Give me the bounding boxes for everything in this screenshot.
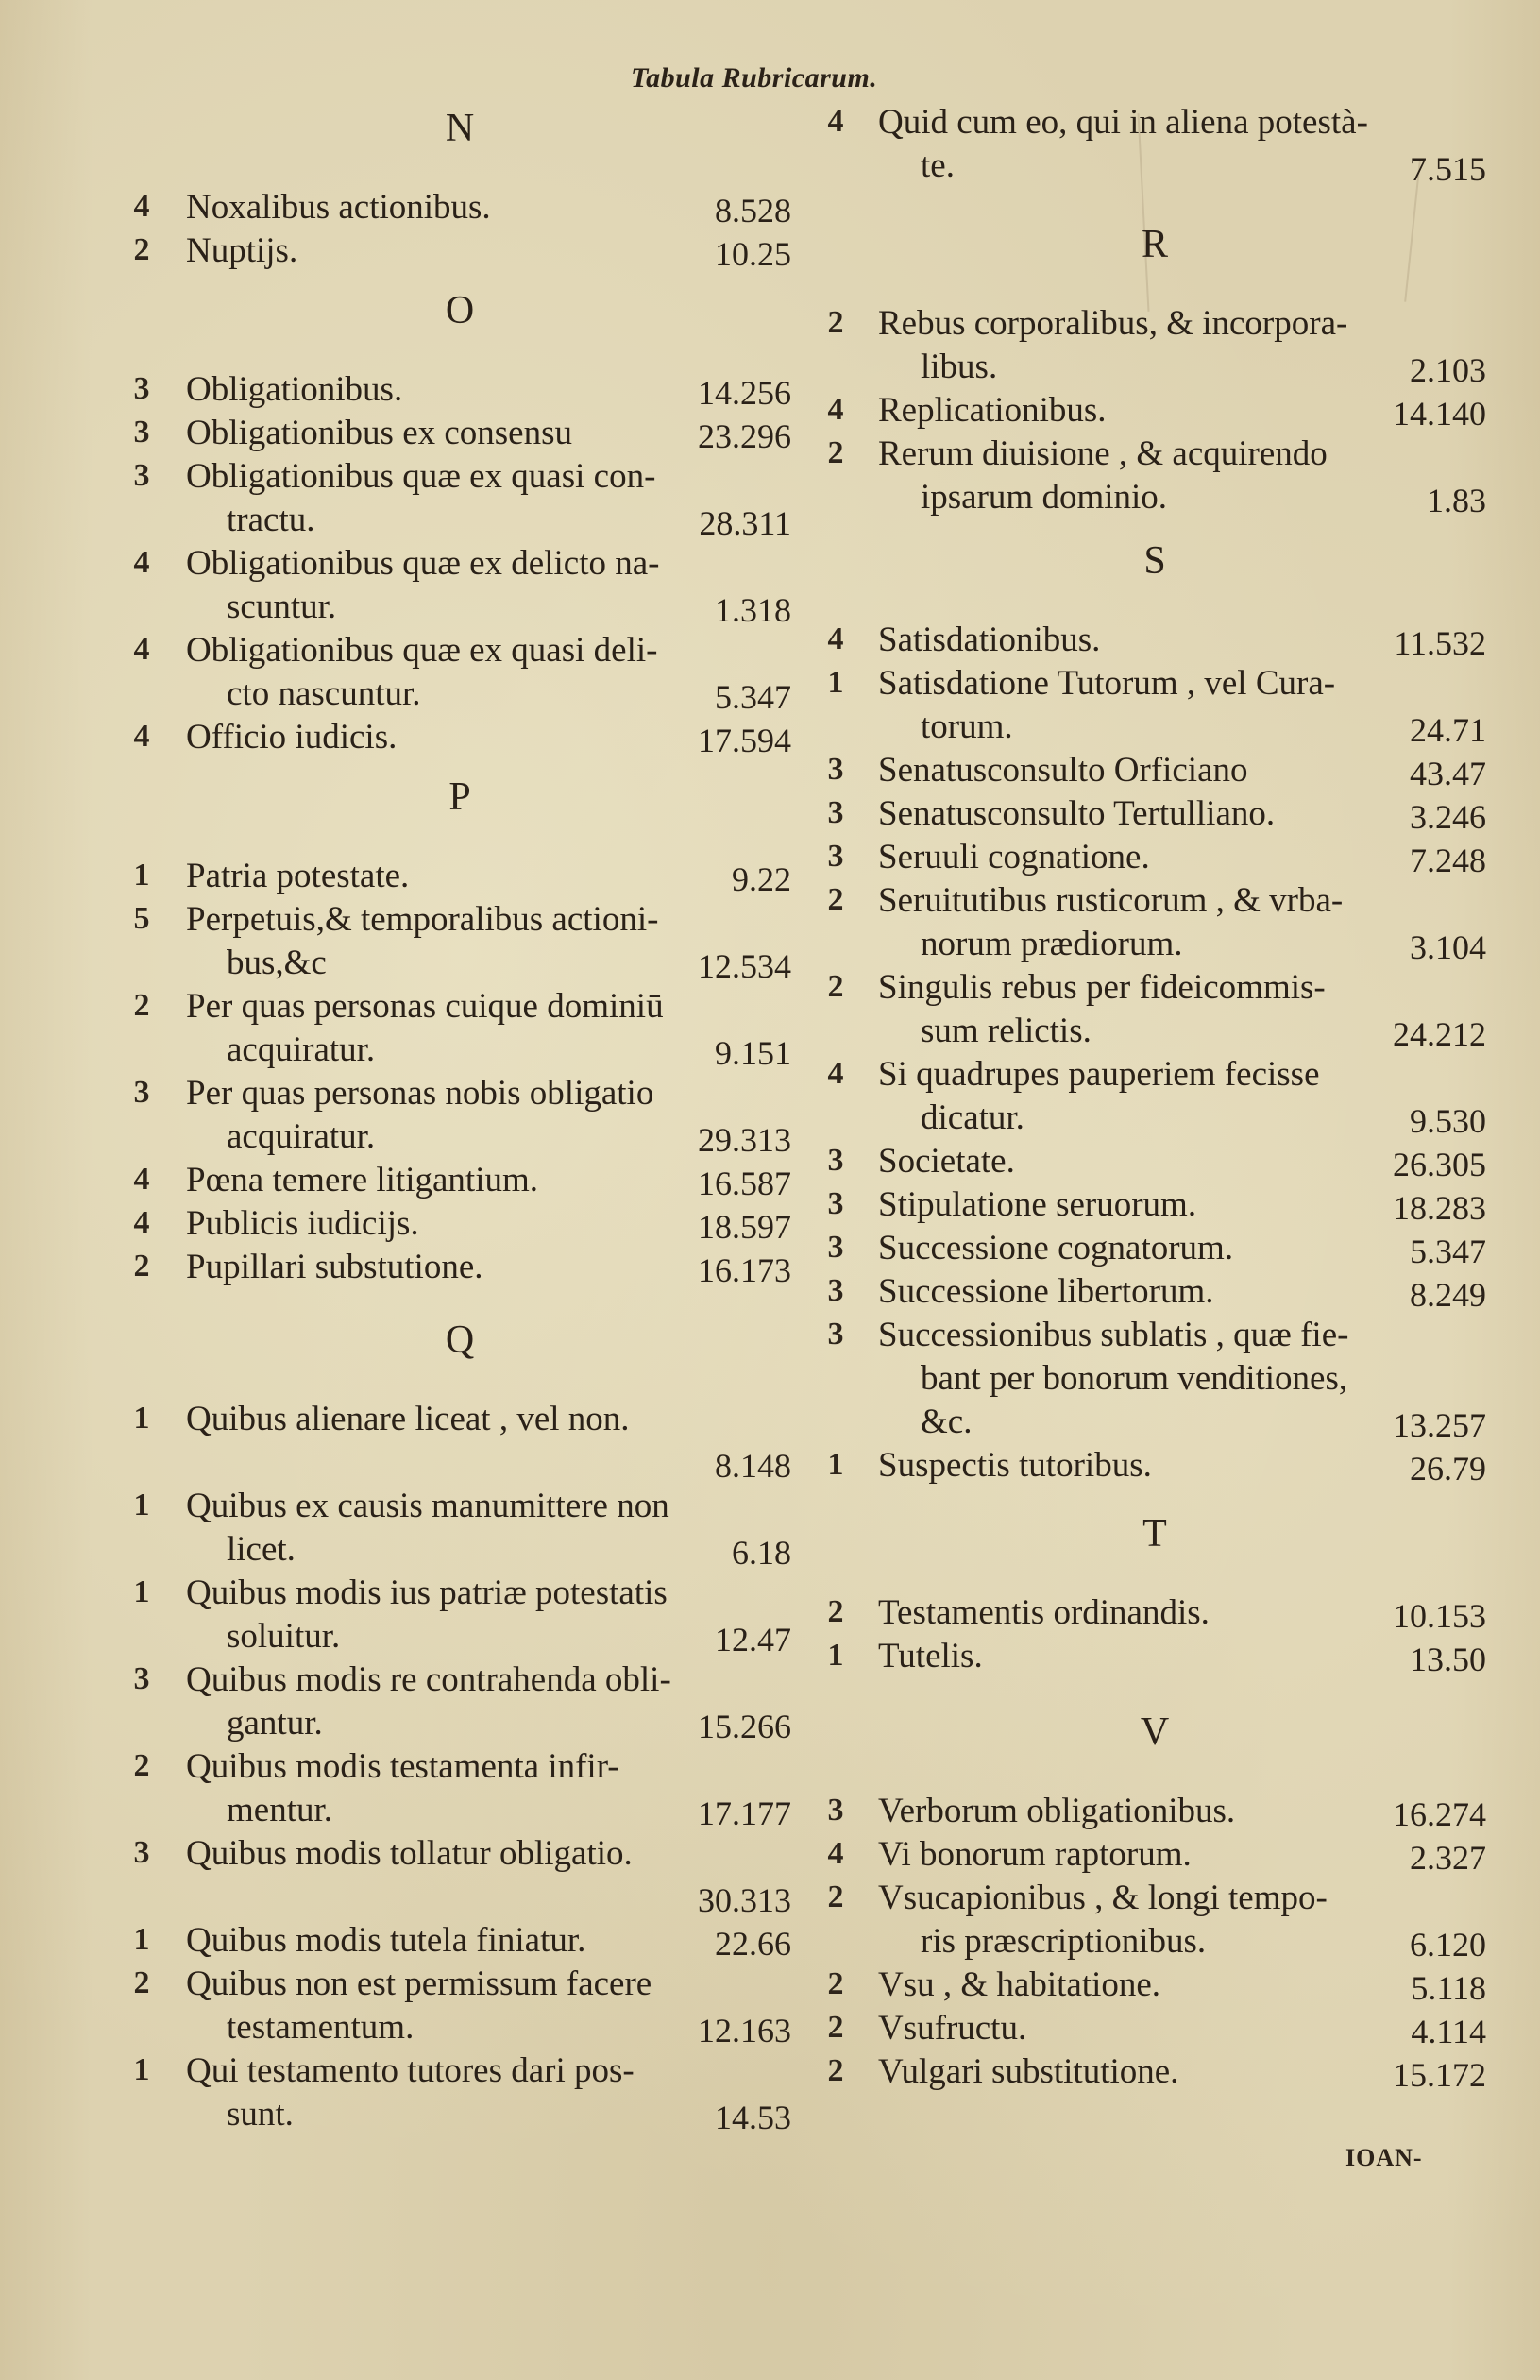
book-number: 2 [827, 882, 844, 917]
entry-title: Seruitutibus rusticorum , & vrba- [878, 881, 1344, 920]
catchword: IOAN- [1345, 2144, 1423, 2171]
book-number: 3 [827, 1230, 844, 1265]
page-reference: 18.597 [698, 1208, 791, 1246]
page-reference: 29.313 [698, 1121, 791, 1159]
page-reference: 9.151 [715, 1034, 791, 1072]
entry-title: Obligationibus quæ ex quasi deli- [186, 631, 658, 670]
book-number: 4 [827, 1056, 844, 1091]
book-number: 2 [827, 1966, 844, 2001]
entry-title: Pupillari substutione. [186, 1248, 483, 1286]
entry-title: Quibus modis ius patriæ potestatis [186, 1573, 668, 1612]
page-reference: 1.318 [715, 591, 791, 629]
page-reference: 14.256 [698, 374, 791, 412]
page-reference: 5.347 [1410, 1232, 1486, 1270]
book-number: 4 [133, 545, 150, 580]
entry-title-continuation: libus. [921, 348, 998, 386]
book-number: 3 [133, 1075, 150, 1110]
page-reference: 26.79 [1410, 1450, 1486, 1488]
book-number: 1 [133, 2052, 150, 2087]
entry-title: Senatusconsulto Orficiano [878, 751, 1248, 790]
page-reference: 2.327 [1410, 1839, 1486, 1877]
page-reference: 43.47 [1410, 755, 1486, 792]
book-number: 3 [827, 1317, 844, 1352]
entry-title: Quibus ex causis manumittere non [186, 1487, 669, 1525]
book-number: 2 [827, 1879, 844, 1914]
entry-title: Quibus modis tutela finiatur. [186, 1921, 586, 1960]
section-letter: P [448, 775, 471, 819]
page-reference: 16.587 [698, 1164, 791, 1202]
entry-title: Replicationibus. [878, 391, 1107, 430]
section-letter: Q [445, 1318, 475, 1362]
page-reference: 6.120 [1410, 1926, 1486, 1964]
section-letter: S [1143, 539, 1166, 583]
page-reference: 11.532 [1394, 624, 1486, 662]
running-head: Tabula Rubricarum. [631, 62, 878, 94]
entry-title: Satisdatione Tutorum , vel Cura- [878, 664, 1336, 703]
entry-title: Officio iudicis. [186, 718, 398, 756]
entry-title-continuation: acquiratur. [227, 1117, 376, 1156]
book-number: 4 [133, 719, 150, 754]
entry-title: Satisdationibus. [878, 620, 1101, 659]
book-number: 4 [133, 632, 150, 667]
entry-title: Successione libertorum. [878, 1272, 1214, 1311]
book-number: 3 [133, 1835, 150, 1870]
page-reference: 24.212 [1393, 1015, 1486, 1053]
entry-title: Qui testamento tutores dari pos- [186, 2051, 635, 2090]
book-number: 1 [133, 1574, 150, 1609]
page-reference: 8.528 [715, 192, 791, 230]
entry-title-continuation: scuntur. [227, 587, 337, 626]
book-number: 1 [827, 1638, 844, 1673]
entry-title-continuation: tractu. [227, 501, 315, 539]
entry-title-continuation: norum prædiorum. [921, 925, 1183, 963]
entry-title-continuation: &c. [921, 1402, 973, 1441]
book-number: 1 [133, 858, 150, 892]
book-number: 3 [827, 1143, 844, 1178]
book-number: 2 [133, 1965, 150, 2000]
book-number: 2 [827, 969, 844, 1004]
entry-title: Vulgari substitutione. [878, 2052, 1179, 2091]
entry-title: Pœna temere litigantium. [186, 1161, 538, 1199]
entry-title: Societate. [878, 1142, 1015, 1181]
book-number: 4 [827, 1836, 844, 1871]
entry-title-continuation: soluitur. [227, 1617, 341, 1656]
page-reference: 7.248 [1410, 842, 1486, 879]
entry-title: Si quadrupes pauperiem fecisse [878, 1055, 1320, 1094]
page-reference: 30.313 [698, 1881, 791, 1919]
entry-title: Verborum obligationibus. [878, 1792, 1236, 1830]
book-number: 2 [133, 1249, 150, 1284]
page-reference: 17.177 [698, 1794, 791, 1832]
page-reference: 18.283 [1393, 1189, 1486, 1227]
entry-title: Quibus modis re contrahenda obli- [186, 1660, 671, 1699]
page-reference: 26.305 [1393, 1146, 1486, 1183]
book-number: 3 [133, 1661, 150, 1696]
entry-title-continuation: bus,&c [227, 944, 327, 982]
entry-title-continuation: licet. [227, 1530, 296, 1569]
book-number: 4 [827, 104, 844, 139]
page-reference: 15.172 [1393, 2056, 1486, 2094]
entry-title: Obligationibus quæ ex quasi con- [186, 457, 656, 496]
entry-title: Vsu , & habitatione. [878, 1965, 1161, 2004]
entry-title: Quibus modis testamenta infir- [186, 1747, 619, 1786]
page-reference: 9.530 [1410, 1102, 1486, 1140]
entry-title-continuation: mentur. [227, 1791, 333, 1829]
page-reference: 14.140 [1393, 395, 1486, 433]
book-number: 3 [827, 1186, 844, 1221]
book-number: 1 [827, 1447, 844, 1482]
page-reference: 10.153 [1393, 1597, 1486, 1635]
page-reference: 8.249 [1410, 1276, 1486, 1314]
book-number: 2 [827, 305, 844, 340]
entry-title: Patria potestate. [186, 857, 410, 895]
entry-title: Suspectis tutoribus. [878, 1446, 1152, 1485]
book-number: 1 [133, 1401, 150, 1436]
section-letter: V [1140, 1710, 1170, 1754]
entry-title: Obligationibus quæ ex delicto na- [186, 544, 660, 583]
page-reference: 12.163 [698, 2012, 791, 2049]
book-number: 1 [827, 665, 844, 700]
entry-title-continuation: torum. [921, 707, 1013, 746]
book-number: 2 [827, 2053, 844, 2088]
entry-title-continuation: sunt. [227, 2095, 294, 2134]
book-number: 2 [827, 2010, 844, 2045]
page-reference: 1.83 [1427, 482, 1486, 519]
entry-title: Successione cognatorum. [878, 1229, 1234, 1267]
entry-title-continuation: te. [921, 146, 955, 185]
page-reference: 16.173 [698, 1251, 791, 1289]
entry-title: Per quas personas cuique dominiū [186, 987, 664, 1026]
entry-title: Quibus alienare liceat , vel non. [186, 1400, 630, 1438]
entry-title-continuation: acquiratur. [227, 1030, 376, 1069]
book-number: 2 [133, 232, 150, 267]
section-letter: T [1142, 1512, 1167, 1556]
entry-title: Publicis iudicijs. [186, 1204, 419, 1243]
book-number: 3 [133, 415, 150, 450]
book-number: 2 [133, 988, 150, 1023]
book-number: 4 [133, 189, 150, 224]
book-number: 1 [133, 1488, 150, 1522]
section-letter: N [445, 107, 475, 150]
entry-title: Testamentis ordinandis. [878, 1593, 1210, 1632]
book-number: 2 [827, 1594, 844, 1629]
entry-title-continuation: sum relictis. [921, 1012, 1092, 1050]
page-reference: 12.534 [698, 947, 791, 985]
page-reference: 2.103 [1410, 351, 1486, 389]
book-number: 5 [133, 901, 150, 936]
entry-title: Stipulatione seruorum. [878, 1185, 1197, 1224]
page-reference: 13.257 [1393, 1406, 1486, 1444]
book-number: 2 [133, 1748, 150, 1783]
page-reference: 13.50 [1410, 1640, 1486, 1678]
entry-title: Perpetuis,& temporalibus actioni- [186, 900, 659, 939]
entry-title: Per quas personas nobis obligatio [186, 1074, 654, 1113]
book-number: 3 [827, 1793, 844, 1828]
page-reference: 3.104 [1410, 928, 1486, 966]
entry-title: Vsucapionibus , & longi tempo- [878, 1878, 1328, 1917]
book-number: 3 [827, 839, 844, 874]
entry-title: Seruuli cognatione. [878, 838, 1150, 876]
section-letter: O [445, 289, 475, 332]
entry-title: Quibus non est permissum facere [186, 1964, 652, 2003]
book-number: 2 [827, 435, 844, 470]
page-reference: 22.66 [715, 1925, 791, 1963]
page-reference: 15.266 [698, 1708, 791, 1745]
entry-title: Quid cum eo, qui in aliena potestà- [878, 103, 1368, 142]
entry-title: Tutelis. [878, 1637, 983, 1675]
entry-title-continuation: dicatur. [921, 1098, 1024, 1137]
entry-title: Obligationibus ex consensu [186, 414, 573, 452]
page-reference: 14.53 [715, 2099, 791, 2136]
book-number: 3 [133, 371, 150, 406]
page-reference: 3.246 [1410, 798, 1486, 836]
book-number: 3 [827, 752, 844, 787]
entry-title-continuation: bant per bonorum venditiones, [921, 1359, 1348, 1398]
entry-title-continuation: ris præscriptionibus. [921, 1922, 1207, 1961]
page-reference: 4.114 [1411, 2013, 1486, 2050]
entry-title-continuation: ipsarum dominio. [921, 478, 1168, 517]
page-reference: 24.71 [1410, 711, 1486, 749]
book-number: 4 [827, 621, 844, 656]
page-reference: 8.148 [715, 1447, 791, 1485]
book-number: 3 [827, 795, 844, 830]
page-reference: 10.25 [715, 235, 791, 273]
entry-title: Senatusconsulto Tertulliano. [878, 794, 1276, 833]
book-number: 1 [133, 1922, 150, 1957]
page-reference: 16.274 [1393, 1795, 1486, 1833]
entry-title: Successionibus sublatis , quæ fie- [878, 1316, 1349, 1354]
entry-title: Nuptijs. [186, 231, 298, 270]
page-reference: 5.118 [1411, 1969, 1486, 2007]
page-reference: 28.311 [699, 504, 791, 542]
book-number: 3 [133, 458, 150, 493]
page-reference: 6.18 [732, 1534, 791, 1572]
book-number: 4 [827, 392, 844, 427]
entry-title: Rebus corporalibus, & incorpora- [878, 304, 1348, 343]
page-reference: 23.296 [698, 417, 791, 455]
entry-title: Obligationibus. [186, 370, 403, 409]
entry-title: Vi bonorum raptorum. [878, 1835, 1192, 1874]
entry-title: Vsufructu. [878, 2009, 1027, 2048]
book-number: 4 [133, 1205, 150, 1240]
page-reference: 12.47 [715, 1621, 791, 1658]
page-reference: 7.515 [1410, 150, 1486, 188]
entry-title-continuation: gantur. [227, 1704, 323, 1742]
entry-title: Rerum diuisione , & acquirendo [878, 434, 1328, 473]
page-reference: 17.594 [698, 722, 791, 759]
section-letter: R [1141, 223, 1168, 266]
book-number: 3 [827, 1273, 844, 1308]
entry-title: Quibus modis tollatur obligatio. [186, 1834, 633, 1873]
entry-title: Noxalibus actionibus. [186, 188, 491, 227]
page-reference: 5.347 [715, 678, 791, 716]
entry-title: Singulis rebus per fideicommis- [878, 968, 1326, 1007]
page-reference: 9.22 [732, 860, 791, 898]
book-number: 4 [133, 1162, 150, 1197]
entry-title-continuation: cto nascuntur. [227, 674, 421, 713]
entry-title-continuation: testamentum. [227, 2008, 415, 2047]
